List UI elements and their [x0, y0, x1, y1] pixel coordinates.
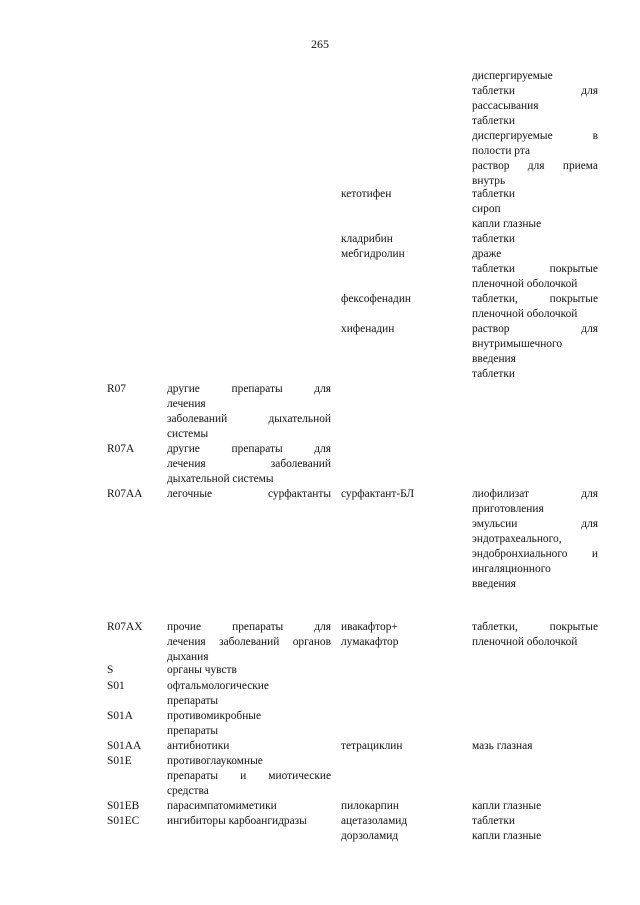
page-number: 265 [311, 37, 329, 51]
group-cell: другие препараты для лечения заболеваний дыхательной системы [167, 443, 331, 485]
group-cell: органы чувств [167, 664, 237, 676]
form-cell: таблетки сироп капли глазные [472, 188, 542, 230]
group-cell: противомикробные препараты [167, 710, 262, 737]
form-cell: раствор для внутримышечного введения таблетки [472, 323, 598, 380]
code-cell: S01EB [107, 800, 140, 812]
group-cell: легочные сурфактанты [167, 488, 331, 500]
drug-cell: кетотифен [341, 188, 392, 200]
code-cell: S01EC [107, 815, 140, 827]
code-cell: R07AA [107, 488, 143, 500]
form-cell: таблетки, покрытые пленочной оболочкой [472, 621, 598, 648]
code-cell: R07AX [107, 621, 143, 633]
drug-cell: тетрациклин [341, 740, 403, 752]
group-cell: другие препараты для лечения заболеваний дыхательной системы [167, 383, 331, 440]
group-cell: антибиотики [167, 740, 230, 752]
form-cell: диспергируемые таблетки для рассасывания таблетки диспергируемые в полости рта раствор для приема внутрь [472, 70, 598, 187]
group-cell: противоглаукомные препараты и миотические средства [167, 755, 331, 797]
drug-cell: ивакафтор+ лумакафтор [341, 621, 399, 648]
code-cell: S01AA [107, 740, 142, 752]
form-cell: лиофилизат для приготовления эмульсии для эндотрахеального, эндобронхиального и ингаляционного введения [472, 488, 598, 590]
drug-cell: пилокарпин [341, 800, 399, 812]
drug-cell: кладрибин мебгидролин [341, 233, 405, 260]
form-cell: капли глазные [472, 800, 542, 812]
group-cell: прочие препараты для лечения заболеваний органов дыхания [167, 621, 331, 663]
form-cell: таблетки капли глазные [472, 815, 542, 842]
form-cell: таблетки, покрытые пленочной оболочкой [472, 293, 598, 320]
code-cell: S01 [107, 680, 125, 692]
group-cell: парасимпатомиметики [167, 800, 277, 812]
code-cell: S01E [107, 755, 132, 767]
drug-cell: хифенадин [341, 323, 395, 335]
code-cell: R07 [107, 383, 126, 395]
drug-cell: ацетазоламид дорзоламид [341, 815, 408, 842]
code-cell: S [107, 664, 114, 676]
code-cell: S01A [107, 710, 133, 722]
form-cell: таблетки драже таблетки покрытые пленочной оболочкой [472, 233, 598, 290]
form-cell: мазь глазная [472, 740, 533, 752]
group-cell: офтальмологические препараты [167, 680, 269, 707]
drug-cell: фексофенадин [341, 293, 412, 305]
code-cell: R07A [107, 443, 135, 455]
drug-cell: сурфактант-БЛ [341, 488, 415, 500]
group-cell: ингибиторы карбоангидразы [167, 815, 307, 827]
